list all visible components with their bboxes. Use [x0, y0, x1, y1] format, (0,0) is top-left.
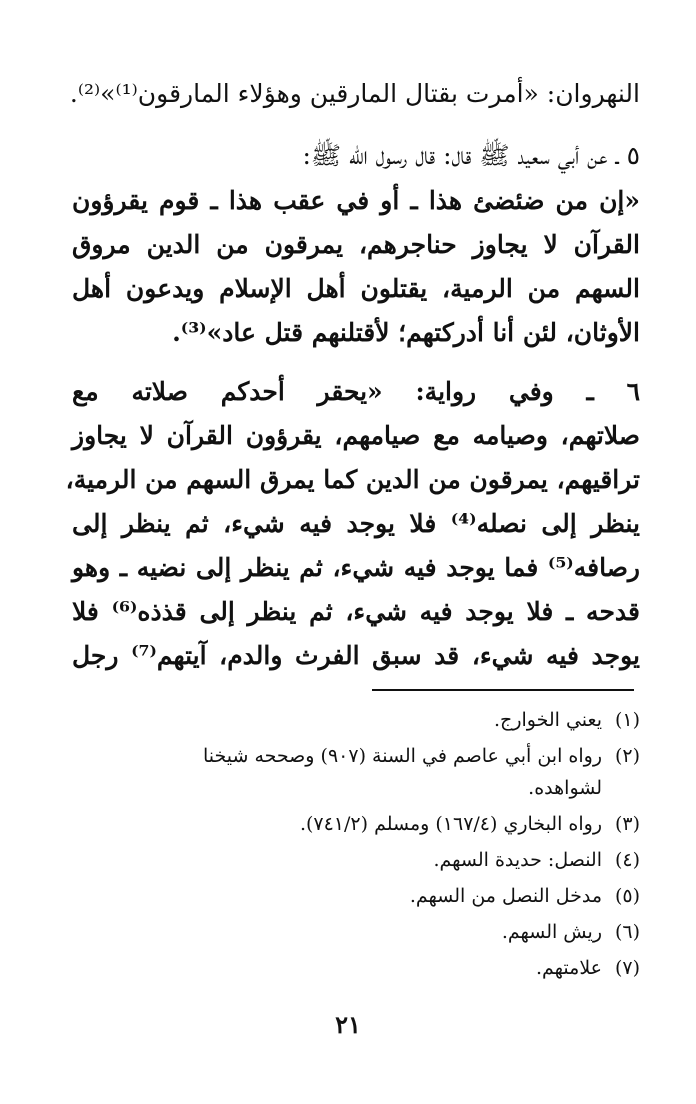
- footnote-continuation: لشواهده.: [528, 777, 602, 799]
- footnote-5: [72, 880, 640, 912]
- footnote-1: [72, 704, 640, 736]
- hadith-6-line-4: ينظر إلى نصله⁽⁴⁾ فلا يوجد فيه شيء، ثم ينظر إلى: [72, 509, 640, 538]
- footnote-text: رواه البخاري (١٦٧/٤) ومسلم (٧٤١/٢).: [299, 813, 602, 835]
- footnote-number: (٧): [614, 957, 640, 979]
- hadith-5-line-3: السهم من الرمية، يقتلون أهل الإسلام ويدعون أهل: [72, 274, 640, 303]
- footnote-number: (٥): [614, 885, 640, 907]
- footnote-2: [72, 740, 640, 804]
- footnote-number: (٢): [614, 745, 640, 767]
- footnote-number: (١): [614, 709, 640, 731]
- hadith-5-header: ٥ ـ عن أبي سعيد ﷺ قال: قال رسول الله ﷺ:: [302, 141, 640, 170]
- hadith-6-line-5: رصافه⁽⁵⁾ فما يوجد فيه شيء، ثم ينظر إلى نضيه ـ وهو: [72, 553, 640, 582]
- hadith-5-line-1: «إن من ضئضئ هذا ـ أو في عقب هذا ـ قوم يقرؤون: [72, 186, 640, 215]
- footnote-text: ريش السهم.: [501, 921, 602, 943]
- continuation-line: النهروان: «أمرت بقتال المارقين وهؤلاء المارقون⁽¹⁾»⁽²⁾.: [69, 79, 640, 108]
- hadith-6-line-2: صلاتهم، وصيامه مع صيامهم، يقرؤون القرآن لا يجاوز: [72, 421, 640, 450]
- hadith-5-line-2: القرآن لا يجاوز حناجرهم، يمرقون من الدين مروق: [72, 230, 640, 259]
- footnote-separator: [372, 689, 634, 691]
- footnote-7: [72, 952, 640, 984]
- page-number: ٢١: [335, 1010, 361, 1039]
- footnote-6: [72, 916, 640, 948]
- footnote-text: النصل: حديدة السهم.: [433, 849, 602, 871]
- hadith-6-line-3: تراقيهم، يمرقون من الدين كما يمرق السهم من الرمية،: [65, 465, 640, 494]
- footnote-3: [72, 808, 640, 840]
- hadith-6-line-6: قدحه ـ فلا يوجد فيه شيء، ثم ينظر إلى قذذه⁽⁶⁾ فلا: [72, 597, 640, 626]
- footnote-number: (٦): [614, 921, 640, 943]
- footnote-number: (٣): [614, 813, 640, 835]
- footnote-text: علامتهم.: [535, 957, 602, 979]
- hadith-5-line-4: الأوثان، لئن أنا أدركتهم؛ لأقتلنهم قتل عاد»⁽³⁾.: [172, 318, 640, 347]
- hadith-6-line-7: يوجد فيه شيء، قد سبق الفرث والدم، آيتهم⁽⁷⁾ رجل: [72, 641, 640, 670]
- footnote-4: [72, 844, 640, 876]
- hadith-6-line-1: ٦ ـ وفي رواية: «يحقر أحدكم صلاته مع: [72, 377, 640, 406]
- footnote-text: يعني الخوارج.: [494, 709, 602, 731]
- footnote-text: رواه ابن أبي عاصم في السنة (٩٠٧) وصححه شيخنا: [202, 745, 602, 767]
- footnote-number: (٤): [614, 849, 640, 871]
- footnote-text: مدخل النصل من السهم.: [409, 885, 602, 907]
